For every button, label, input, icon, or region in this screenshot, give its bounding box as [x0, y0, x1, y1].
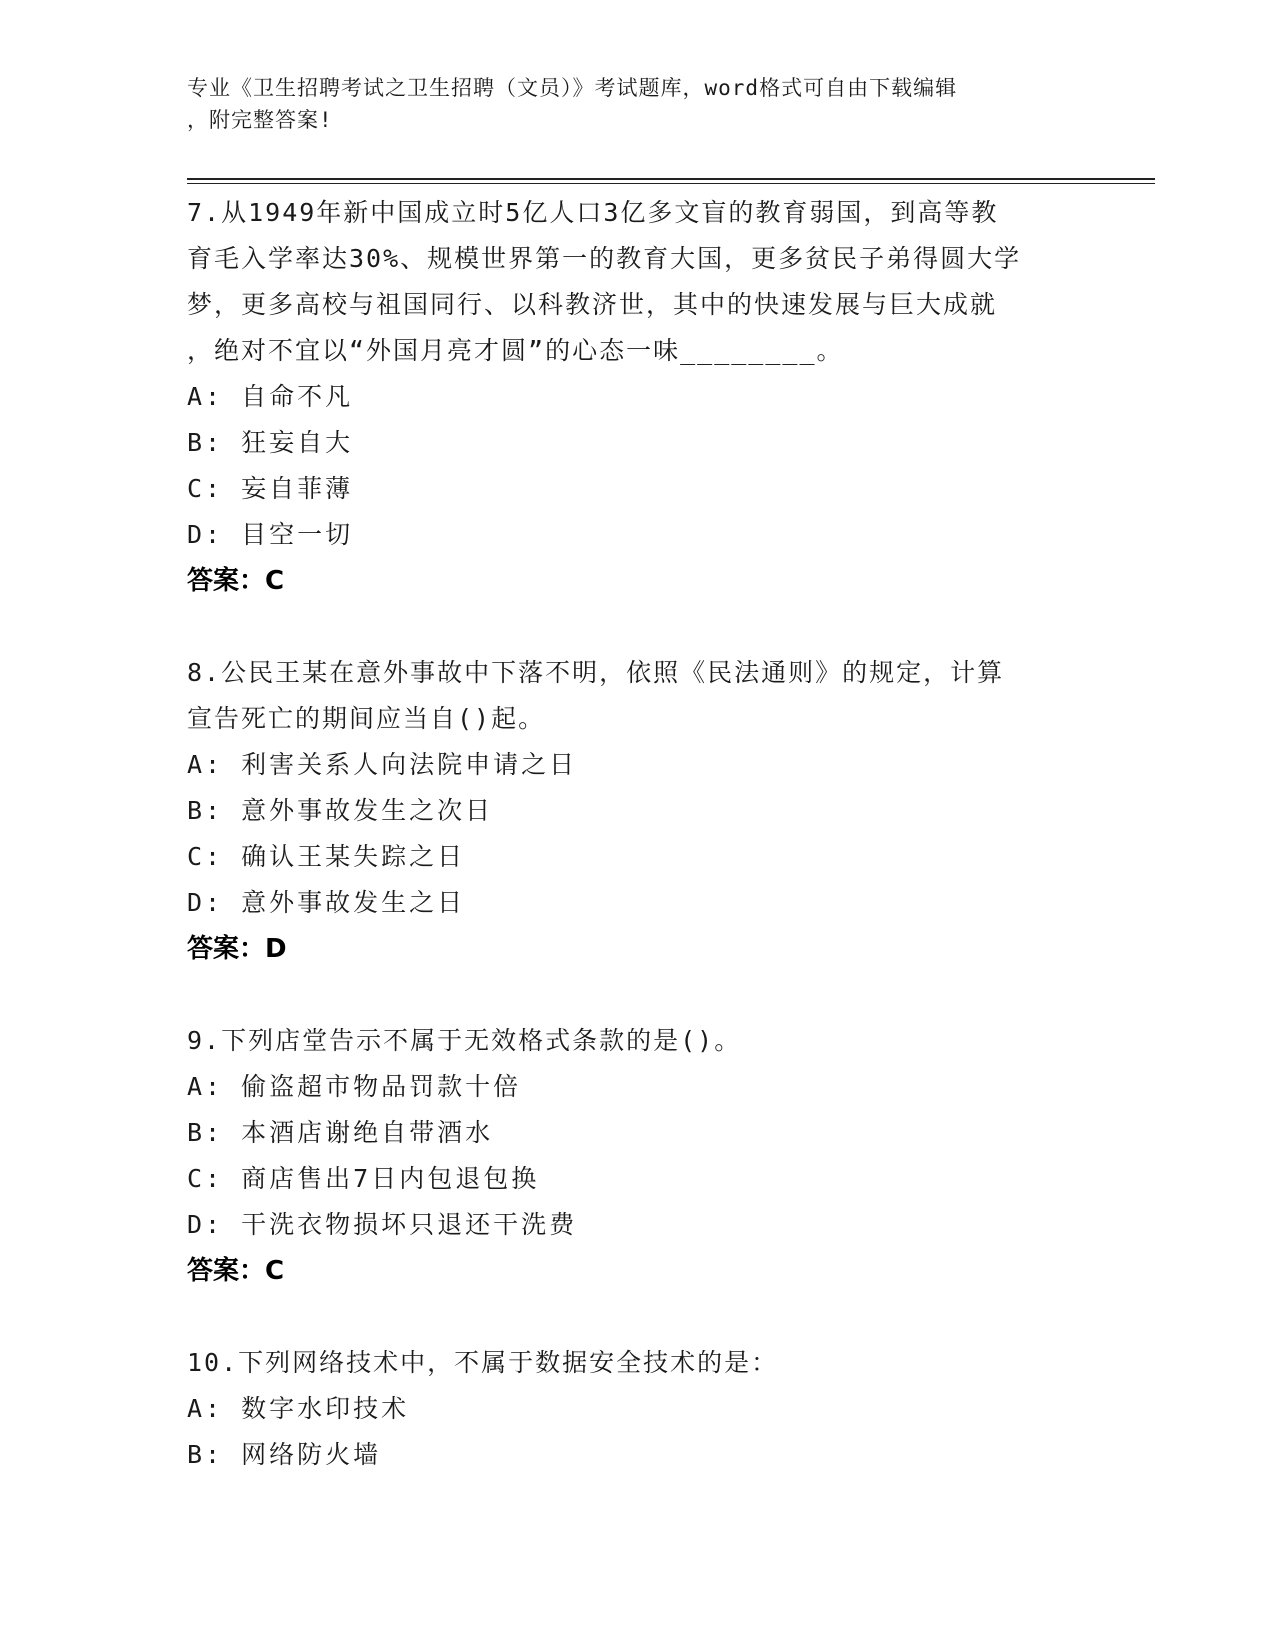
document-header — [187, 72, 1087, 136]
header-divider — [187, 178, 1155, 180]
question-9 — [187, 1018, 1087, 1294]
option-d: D: 意外事故发生之日 — [187, 888, 466, 917]
question-8 — [187, 650, 1087, 972]
question-list — [187, 190, 1087, 1524]
question-10 — [187, 1340, 1087, 1478]
option-c: C: 妄自菲薄 — [187, 474, 354, 503]
question-7 — [187, 190, 1087, 604]
option-a: A: 偷盗超市物品罚款十倍 — [187, 1072, 522, 1101]
answer-line: 答案：C — [187, 566, 285, 596]
answer-line: 答案：C — [187, 1256, 285, 1286]
question-stem-line: 宣告死亡的期间应当自()起。 — [187, 704, 546, 733]
option-c: C: 商店售出7日内包退包换 — [187, 1164, 540, 1193]
option-d: D: 目空一切 — [187, 520, 354, 549]
option-d: D: 干洗衣物损坏只退还干洗费 — [187, 1210, 578, 1239]
option-b: B: 本酒店谢绝自带酒水 — [187, 1118, 494, 1147]
question-stem-line: ，绝对不宜以“外国月亮才圆”的心态一味________。 — [187, 336, 844, 365]
header-line-2: ，附完整答案! — [187, 108, 333, 132]
option-b: B: 意外事故发生之次日 — [187, 796, 494, 825]
question-stem-line: 9.下列店堂告示不属于无效格式条款的是()。 — [187, 1026, 742, 1055]
question-stem-line: 7.从1949年新中国成立时5亿人口3亿多文盲的教育弱国，到高等教 — [187, 198, 999, 227]
question-stem-line: 梦，更多高校与祖国同行、以科教济世，其中的快速发展与巨大成就 — [187, 290, 998, 319]
option-b: B: 网络防火墙 — [187, 1440, 382, 1469]
header-line-1: 专业《卫生招聘考试之卫生招聘（文员）》考试题库，word格式可自由下载编辑 — [187, 76, 958, 100]
answer-line: 答案：D — [187, 934, 287, 964]
option-b: B: 狂妄自大 — [187, 428, 354, 457]
question-stem-line: 10.下列网络技术中，不属于数据安全技术的是： — [187, 1348, 779, 1377]
question-stem-line: 8.公民王某在意外事故中下落不明，依照《民法通则》的规定，计算 — [187, 658, 1005, 687]
header-divider-thin — [187, 183, 1155, 184]
option-a: A: 数字水印技术 — [187, 1394, 410, 1423]
option-a: A: 利害关系人向法院申请之日 — [187, 750, 578, 779]
option-c: C: 确认王某失踪之日 — [187, 842, 466, 871]
option-a: A: 自命不凡 — [187, 382, 354, 411]
question-stem-line: 育毛入学率达30%、规模世界第一的教育大国，更多贫民子弟得圆大学 — [187, 244, 1022, 273]
